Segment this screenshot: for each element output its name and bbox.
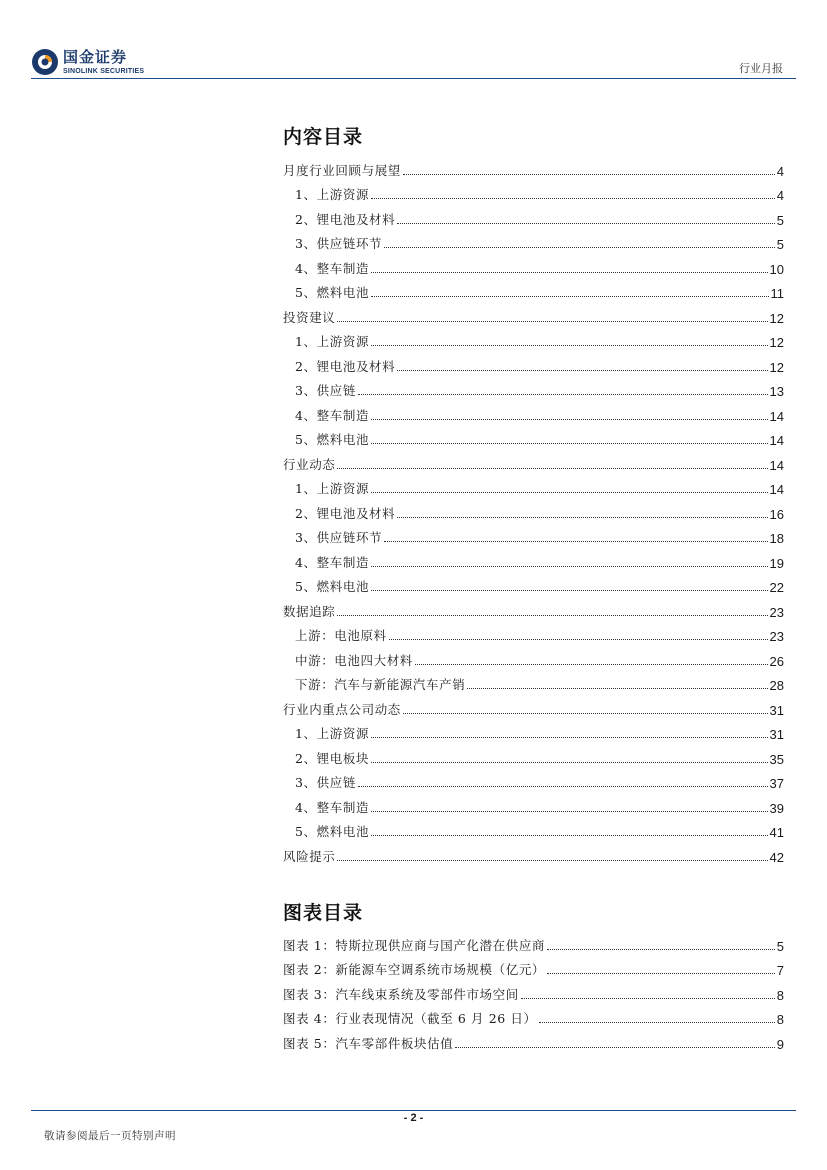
dot-leader [371,442,767,444]
logo-english-name: SINOLINK SECURITIES [63,67,145,75]
figure-entry-page: 5 [776,938,784,954]
toc-entry[interactable] [283,644,784,669]
dot-leader [337,859,767,861]
toc-entry-page: 5 [776,237,784,252]
report-type: 行业月报 [739,62,783,75]
dot-leader [371,565,767,567]
toc-entry-label: 风险提示 [283,848,336,864]
toc-entry-label: 中游：电池四大材料 [295,652,413,668]
toc-entry[interactable] [283,620,784,645]
toc-entry-label: 3、供应链环节 [295,530,383,545]
toc-entry[interactable] [283,154,784,179]
toc-entry-label: 1、上游资源 [295,187,370,202]
sinolink-logo-icon [31,48,59,76]
toc-entry-page: 5 [776,212,784,228]
dot-leader [547,948,775,950]
dot-leader [371,295,768,297]
figure-entry-page: 8 [776,987,784,1003]
toc-entry[interactable] [283,448,784,473]
dot-leader [403,173,775,175]
toc-entry-page: 14 [769,457,784,473]
company-logo [31,46,144,78]
figure-entry[interactable] [283,1003,784,1028]
dot-leader [384,540,767,542]
toc-entry-page: 13 [769,384,784,399]
figure-entry[interactable] [283,954,784,979]
toc-entry-label: 投资建议 [283,309,336,325]
table-of-contents [283,154,784,865]
toc-entry-label: 5、燃料电池 [295,824,370,839]
dot-leader [539,1021,775,1023]
toc-entry-label: 3、供应链 [295,383,356,398]
toc-entry-page: 23 [769,604,784,620]
figure-entry[interactable] [283,1027,784,1052]
dot-leader [337,320,767,322]
toc-entry-label: 5、燃料电池 [295,579,370,594]
toc-entry-label: 2、锂电池及材料 [295,358,396,374]
toc-entry[interactable] [283,791,784,816]
toc-entry-label: 2、锂电池及材料 [295,211,396,227]
toc-entry-label: 1、上游资源 [295,481,370,496]
dot-leader [521,997,775,999]
toc-entry-label: 4、整车制造 [295,260,370,276]
toc-entry-label: 数据追踪 [283,603,336,619]
toc-entry-label: 5、燃料电池 [295,285,370,300]
toc-entry[interactable] [283,742,784,767]
toc-entry-page: 11 [770,286,784,301]
toc-entry[interactable] [283,375,784,400]
toc-entry[interactable] [283,301,784,326]
figure-entry[interactable] [283,978,784,1003]
figure-entry-label: 图表 4：行业表现情况（截至 6 月 26 日） [283,1011,537,1026]
toc-entry[interactable] [283,326,784,351]
toc-entry[interactable] [283,718,784,743]
toc-entry[interactable] [283,767,784,792]
figure-entry-label: 图表 5：汽车零部件板块估值 [283,1035,454,1051]
figure-entry-page: 8 [776,1012,784,1027]
dot-leader [415,663,768,665]
toc-entry[interactable] [283,277,784,302]
toc-entry-page: 41 [769,825,784,840]
toc-entry-page: 14 [769,433,784,448]
dot-leader [371,491,767,493]
toc-entry[interactable] [283,424,784,449]
page-header [0,0,827,80]
toc-entry[interactable] [283,203,784,228]
toc-entry-label: 5、燃料电池 [295,432,370,447]
dot-leader [455,1046,774,1048]
toc-entry-label: 月度行业回顾与展望 [283,162,401,178]
toc-entry-page: 14 [769,482,784,497]
toc-entry-label: 上游：电池原料 [295,628,387,643]
toc-entry[interactable] [283,571,784,596]
toc-entry-page: 31 [769,727,784,742]
dot-leader [547,972,775,974]
figure-entry-label: 图表 1：特斯拉现供应商与国产化潜在供应商 [283,937,546,953]
toc-entry[interactable] [283,840,784,865]
toc-entry-page: 22 [769,580,784,595]
toc-entry[interactable] [283,228,784,253]
toc-entry[interactable] [283,399,784,424]
toc-entry[interactable] [283,179,784,204]
dot-leader [337,614,767,616]
toc-entry[interactable] [283,595,784,620]
toc-entry-page: 14 [769,408,784,424]
dot-leader [384,246,775,248]
toc-entry-label: 1、上游资源 [295,334,370,349]
toc-entry-label: 4、整车制造 [295,799,370,815]
toc-entry-page: 12 [769,310,784,326]
dot-leader [371,589,767,591]
toc-entry-page: 35 [769,751,784,767]
figure-entry-label: 图表 3：汽车线束系统及零部件市场空间 [283,986,519,1002]
toc-entry-page: 28 [769,678,784,693]
page-number: - 2 - [403,1112,424,1124]
dot-leader [358,393,768,395]
figure-entry[interactable] [283,929,784,954]
toc-entry-page: 4 [776,163,784,179]
toc-entry[interactable] [283,669,784,694]
footer-divider [31,1110,796,1111]
dot-leader [371,834,767,836]
dot-leader [467,687,767,689]
toc-entry-label: 4、整车制造 [295,407,370,423]
dot-leader [403,712,768,714]
list-of-figures [283,929,784,1052]
toc-entry-page: 12 [769,335,784,350]
toc-entry-page: 12 [769,359,784,375]
figures-title: 图表目录 [283,902,364,924]
toc-entry[interactable] [283,816,784,841]
toc-entry[interactable] [283,252,784,277]
toc-entry-page: 16 [769,506,784,522]
toc-entry-page: 10 [769,261,784,277]
toc-entry-page: 37 [769,776,784,791]
toc-entry[interactable] [283,497,784,522]
toc-entry-label: 4、整车制造 [295,554,370,570]
toc-entry-label: 1、上游资源 [295,726,370,741]
header-divider [31,78,796,79]
toc-entry[interactable] [283,473,784,498]
dot-leader [371,736,767,738]
toc-entry-page: 42 [769,849,784,865]
toc-entry-label: 3、供应链环节 [295,236,383,251]
toc-entry-label: 下游：汽车与新能源汽车产销 [295,677,466,692]
toc-entry-page: 26 [769,653,784,669]
toc-entry[interactable] [283,546,784,571]
dot-leader [397,222,775,224]
toc-entry-page: 31 [769,702,784,718]
toc-entry-page: 23 [769,629,784,644]
dot-leader [397,516,767,518]
figure-entry-page: 9 [776,1036,784,1052]
dot-leader [371,418,767,420]
toc-entry-page: 18 [769,531,784,546]
toc-entry-label: 2、锂电池及材料 [295,505,396,521]
dot-leader [358,785,768,787]
dot-leader [389,638,768,640]
toc-entry-label: 3、供应链 [295,775,356,790]
figure-entry-page: 7 [776,963,784,978]
toc-entry-label: 行业动态 [283,456,336,472]
contents-title: 内容目录 [283,126,364,148]
toc-entry[interactable] [283,693,784,718]
toc-entry-page: 4 [776,188,784,203]
toc-entry-label: 行业内重点公司动态 [283,701,401,717]
disclaimer-note: 敬请参阅最后一页特别声明 [44,1130,176,1142]
dot-leader [337,467,767,469]
toc-entry[interactable] [283,522,784,547]
toc-entry-page: 39 [769,800,784,816]
toc-entry[interactable] [283,350,784,375]
dot-leader [371,761,767,763]
logo-chinese-name: 国金证券 [63,47,128,66]
figure-entry-label: 图表 2：新能源车空调系统市场规模（亿元） [283,962,546,977]
dot-leader [371,197,775,199]
dot-leader [397,369,767,371]
dot-leader [371,344,767,346]
toc-entry-page: 19 [769,555,784,571]
dot-leader [371,810,767,812]
toc-entry-label: 2、锂电板块 [295,750,370,766]
dot-leader [371,271,767,273]
